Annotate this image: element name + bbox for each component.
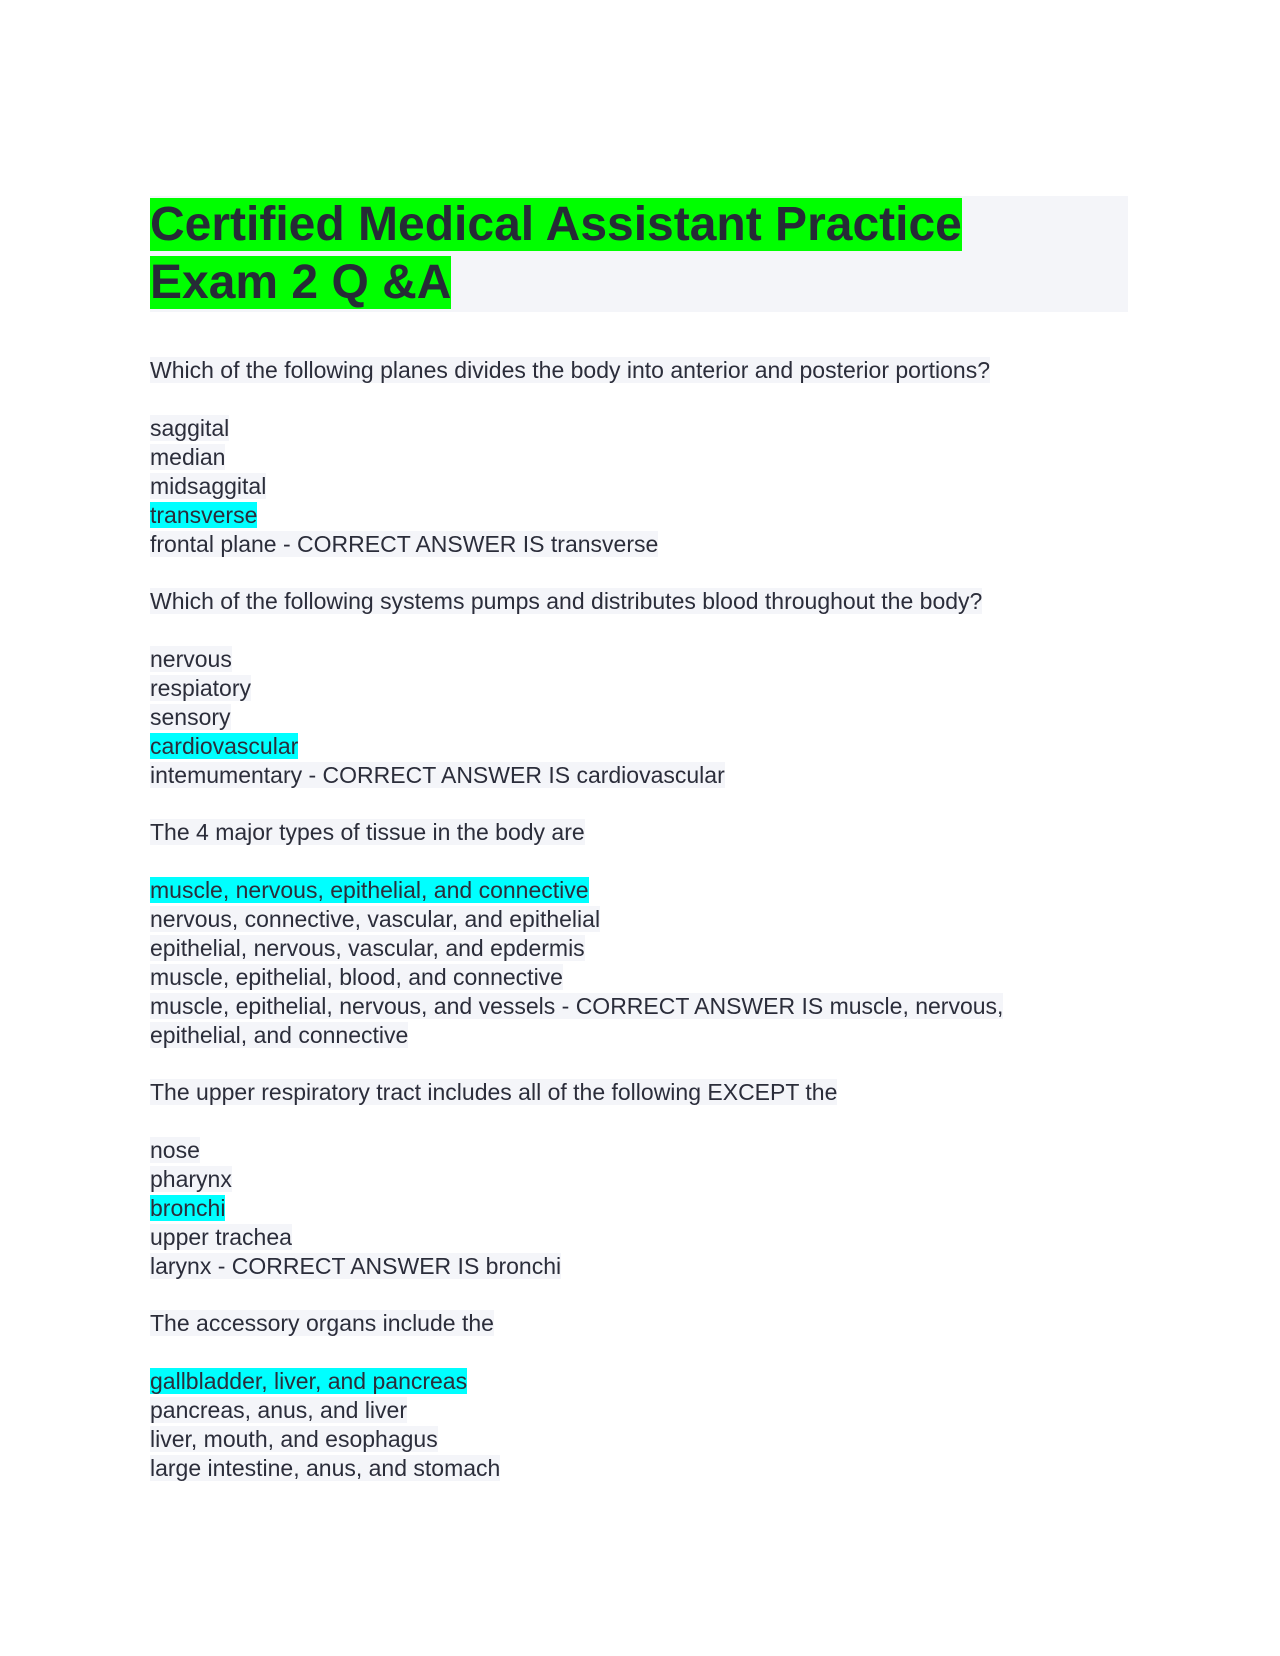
answer-option xyxy=(150,963,1128,992)
answer-option-text: midsaggital xyxy=(150,473,267,499)
question-text-span: The accessory organs include the xyxy=(150,1310,494,1336)
answer-option-text: muscle, epithelial, blood, and connective xyxy=(150,964,563,990)
answer-option xyxy=(150,1136,1128,1165)
answer-option xyxy=(150,761,1128,790)
document-title xyxy=(150,196,1128,312)
answer-option-text: frontal plane - CORRECT ANSWER IS transverse xyxy=(150,531,659,557)
answer-option-text: transverse xyxy=(150,502,258,528)
question-block xyxy=(150,1078,1128,1281)
question-text-span: The upper respiratory tract includes all of the following EXCEPT the xyxy=(150,1079,838,1105)
question-block xyxy=(150,587,1128,790)
answer-option xyxy=(150,905,1128,934)
answer-option-text: respiatory xyxy=(150,675,251,701)
answer-option-text: nose xyxy=(150,1137,200,1163)
answer-option-text: large intestine, anus, and stomach xyxy=(150,1455,501,1481)
answer-option-text: intemumentary - CORRECT ANSWER IS cardiovascular xyxy=(150,762,725,788)
answer-option-text: bronchi xyxy=(150,1195,226,1221)
question-block xyxy=(150,356,1128,559)
answer-option-text: cardiovascular xyxy=(150,733,299,759)
answer-option xyxy=(150,645,1128,674)
answer-option-text: pharynx xyxy=(150,1166,232,1192)
answer-option xyxy=(150,1021,1128,1050)
question-text xyxy=(150,1309,1128,1338)
question-text-span: Which of the following planes divides the body into anterior and posterior portions? xyxy=(150,357,990,383)
answer-option-text: liver, mouth, and esophagus xyxy=(150,1426,438,1452)
answer-option xyxy=(150,414,1128,443)
answer-option-text: median xyxy=(150,444,226,470)
question-block xyxy=(150,818,1128,1050)
answer-option-correct xyxy=(150,1194,1128,1223)
answer-option-text: muscle, nervous, epithelial, and connective xyxy=(150,877,589,903)
answer-option xyxy=(150,472,1128,501)
answer-option-text: nervous, connective, vascular, and epithelial xyxy=(150,906,601,932)
answer-option-text: muscle, epithelial, nervous, and vessels - CORRECT ANSWER IS muscle, nervous, xyxy=(150,993,1004,1019)
answer-option xyxy=(150,992,1128,1021)
answer-option xyxy=(150,1396,1128,1425)
title-line-2: Exam 2 Q &A xyxy=(150,256,452,309)
answer-option-correct xyxy=(150,732,1128,761)
question-text xyxy=(150,356,1128,385)
answer-option xyxy=(150,530,1128,559)
question-block xyxy=(150,1309,1128,1483)
answer-option xyxy=(150,1165,1128,1194)
answer-option-text: nervous xyxy=(150,646,232,672)
answer-option-text: saggital xyxy=(150,415,230,441)
answer-option xyxy=(150,934,1128,963)
answer-option-correct xyxy=(150,501,1128,530)
answer-option xyxy=(150,1425,1128,1454)
answer-option xyxy=(150,1454,1128,1483)
question-text xyxy=(150,587,1128,616)
answer-option-correct xyxy=(150,876,1128,905)
question-text xyxy=(150,818,1128,847)
answer-option xyxy=(150,674,1128,703)
question-text xyxy=(150,1078,1128,1107)
answer-option-correct xyxy=(150,1367,1128,1396)
answer-option-text: pancreas, anus, and liver xyxy=(150,1397,407,1423)
answer-option xyxy=(150,1252,1128,1281)
answer-option-text: upper trachea xyxy=(150,1224,292,1250)
answer-option xyxy=(150,703,1128,732)
answer-option-text: epithelial, nervous, vascular, and epdermis xyxy=(150,935,585,961)
question-text-span: The 4 major types of tissue in the body are xyxy=(150,819,585,845)
title-block xyxy=(150,196,1128,312)
document-page xyxy=(150,196,1128,1511)
answer-option-text: sensory xyxy=(150,704,231,730)
answer-option xyxy=(150,443,1128,472)
title-line-1: Certified Medical Assistant Practice xyxy=(150,198,962,251)
answer-option-text: epithelial, and connective xyxy=(150,1022,409,1048)
answer-option xyxy=(150,1223,1128,1252)
answer-option-text: gallbladder, liver, and pancreas xyxy=(150,1368,468,1394)
question-text-span: Which of the following systems pumps and distributes blood throughout the body? xyxy=(150,588,983,614)
question-list xyxy=(150,356,1128,1483)
answer-option-text: larynx - CORRECT ANSWER IS bronchi xyxy=(150,1253,562,1279)
